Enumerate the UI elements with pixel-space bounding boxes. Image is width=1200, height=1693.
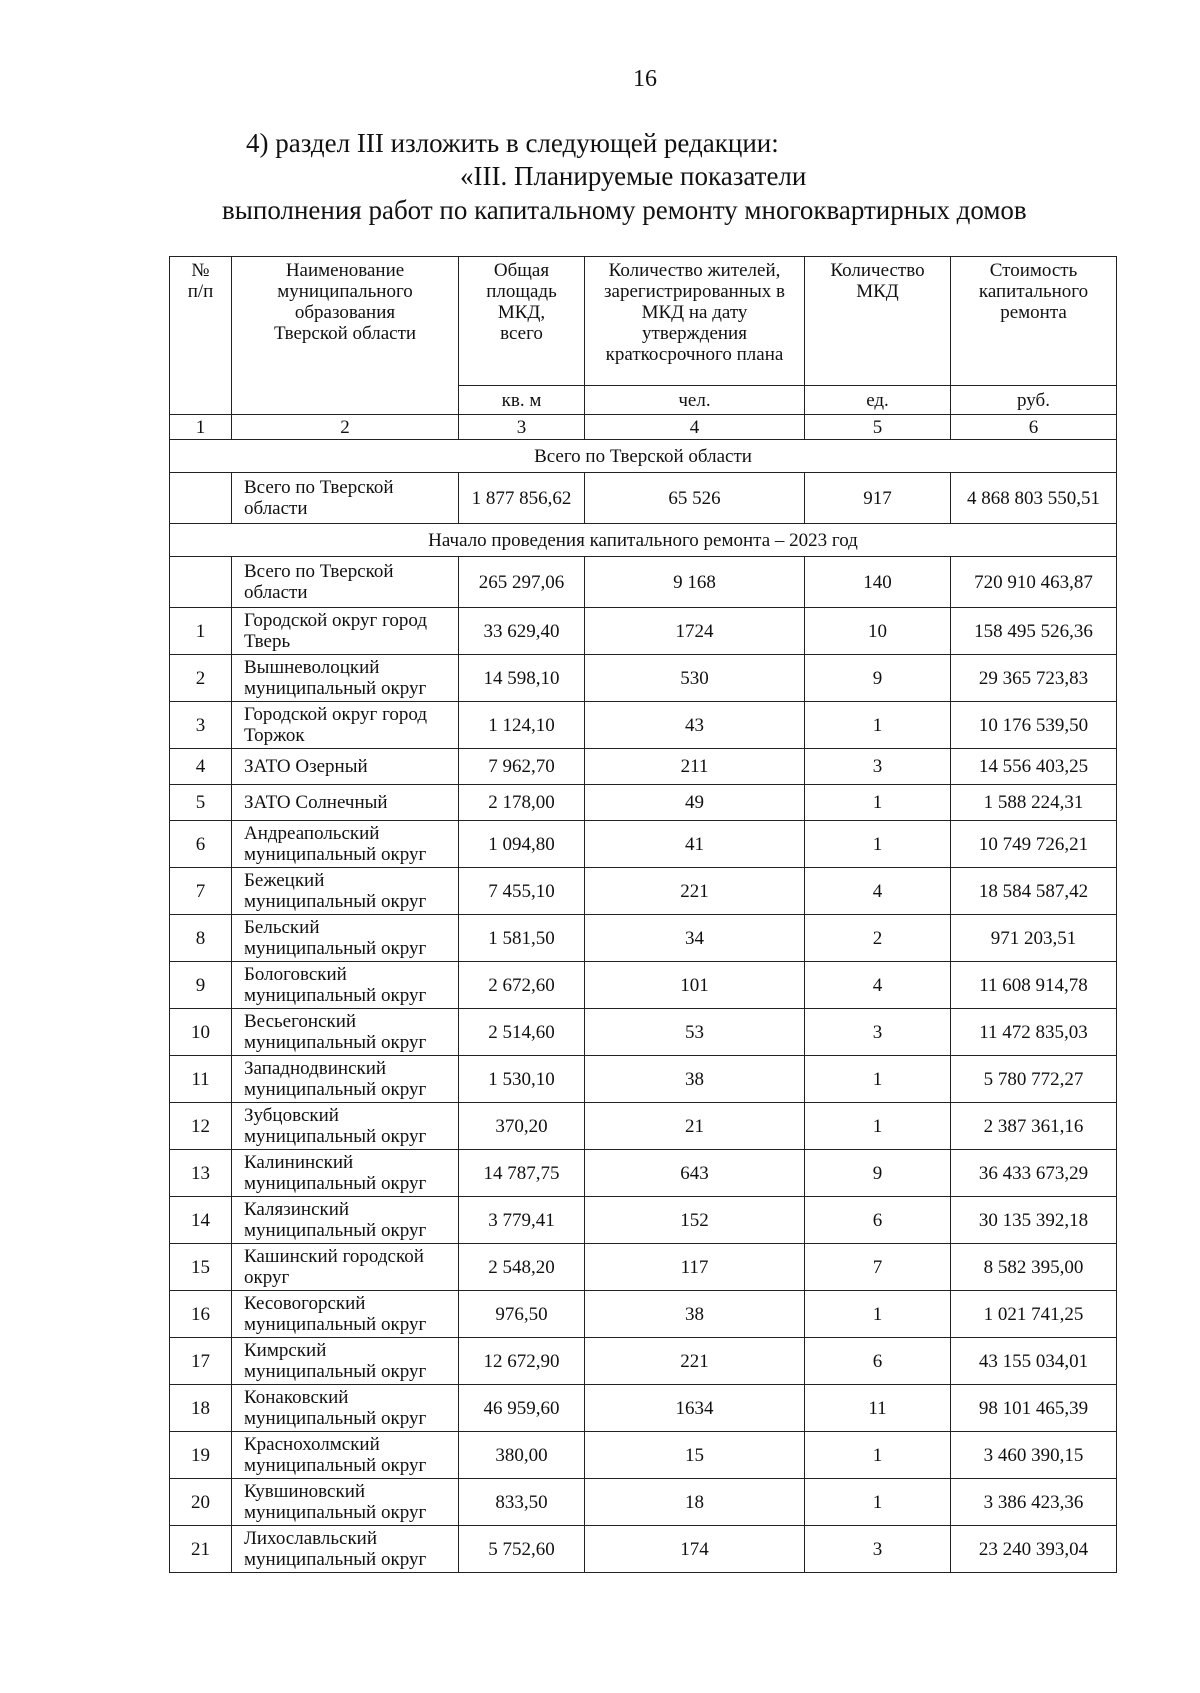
text-line: Городской округ город [244,704,428,725]
row-name [232,702,459,749]
row-count: 140 [805,557,951,608]
text-line: № [191,260,210,281]
row-area: 1 530,10 [459,1056,585,1103]
row-residents: 152 [585,1197,805,1244]
row-residents: 174 [585,1526,805,1573]
row-residents: 1634 [585,1385,805,1432]
row-cost: 98 101 465,39 [951,1385,1117,1432]
table-row [170,1150,1117,1197]
row-number: 17 [170,1338,232,1385]
text-line: Всего по Тверской [244,561,394,582]
capital-repair-table [169,256,1117,1573]
row-area: 370,20 [459,1103,585,1150]
text-line: Тверь [244,631,291,652]
row-cost: 1 588 224,31 [951,785,1117,821]
text-line: Общая [493,260,550,281]
text-line: муниципальный округ [244,1361,427,1382]
row-residents: 41 [585,821,805,868]
header-residents [585,257,805,386]
row-number [170,557,232,608]
text-line: площадь [486,281,557,302]
text-line: Стоимость [989,260,1078,281]
table-row [170,915,1117,962]
text-line: Бологовский [244,964,347,985]
row-area: 2 514,60 [459,1009,585,1056]
row-name [232,1197,459,1244]
text-line: капитального [978,281,1089,302]
row-cost: 23 240 393,04 [951,1526,1117,1573]
table-row [170,1103,1117,1150]
column-number: 3 [459,415,585,440]
row-number: 14 [170,1197,232,1244]
unit-cost: руб. [951,386,1117,415]
row-residents: 43 [585,702,805,749]
text-line: Тверской области [273,323,417,344]
row-cost: 11 472 835,03 [951,1009,1117,1056]
row-cost: 29 365 723,83 [951,655,1117,702]
row-number: 8 [170,915,232,962]
table-row [170,749,1117,785]
row-name [232,1432,459,1479]
row-count: 3 [805,749,951,785]
row-cost: 3 386 423,36 [951,1479,1117,1526]
column-number: 2 [232,415,459,440]
text-line: Количество жителей, [608,260,781,281]
unit-empty-no [170,386,232,415]
row-number: 4 [170,749,232,785]
row-count: 1 [805,785,951,821]
row-cost: 971 203,51 [951,915,1117,962]
row-name [232,868,459,915]
row-name [232,1385,459,1432]
text-line: муниципальный округ [244,1126,427,1147]
text-line: муниципальный округ [244,1032,427,1053]
row-cost: 11 608 914,78 [951,962,1117,1009]
row-number: 15 [170,1244,232,1291]
table-row [170,1432,1117,1479]
row-name [232,785,459,821]
text-line: муниципального [277,281,413,302]
row-count: 11 [805,1385,951,1432]
row-residents: 643 [585,1150,805,1197]
amendment-heading: 4) раздел III изложить в следующей редакции: [246,128,779,158]
table-row [170,785,1117,821]
row-count: 2 [805,915,951,962]
row-name [232,749,459,785]
row-number: 2 [170,655,232,702]
row-residents: 1724 [585,608,805,655]
text-line: муниципальный округ [244,1079,427,1100]
text-line: Кувшиновский [244,1481,366,1502]
text-line: Краснохолмский [244,1434,380,1455]
row-area: 380,00 [459,1432,585,1479]
row-residents: 65 526 [585,473,805,524]
row-count: 9 [805,655,951,702]
text-line: МКД на дату [641,302,748,323]
row-name [232,1056,459,1103]
units-row [170,386,1117,415]
row-area: 12 672,90 [459,1338,585,1385]
row-residents: 38 [585,1056,805,1103]
row-name [232,1338,459,1385]
text-line: Бельский [244,917,320,938]
row-number: 20 [170,1479,232,1526]
row-count: 6 [805,1338,951,1385]
row-area: 5 752,60 [459,1526,585,1573]
text-line: краткосрочного плана [605,344,784,365]
table-row [170,821,1117,868]
row-name [232,1150,459,1197]
grand-total-row [170,473,1117,524]
text-line: Бежецкий [244,870,325,891]
row-cost: 720 910 463,87 [951,557,1117,608]
row-count: 3 [805,1526,951,1573]
text-line: п/п [187,281,214,302]
text-line: Торжок [244,725,305,746]
section-title: «III. Планируемые показатели [460,161,807,191]
row-count: 1 [805,1291,951,1338]
column-number: 4 [585,415,805,440]
unit-area: кв. м [459,386,585,415]
row-area: 2 548,20 [459,1244,585,1291]
row-number: 7 [170,868,232,915]
row-area: 265 297,06 [459,557,585,608]
row-cost: 43 155 034,01 [951,1338,1117,1385]
row-name [232,655,459,702]
row-cost: 18 584 587,42 [951,868,1117,915]
table-row [170,962,1117,1009]
row-count: 4 [805,962,951,1009]
unit-empty-name [232,386,459,415]
header-no [170,257,232,386]
row-residents: 101 [585,962,805,1009]
header-building-count [805,257,951,386]
row-count: 1 [805,1479,951,1526]
table-row [170,1009,1117,1056]
table-row [170,1385,1117,1432]
text-line: области [244,582,308,603]
unit-count: ед. [805,386,951,415]
section-label: Начало проведения капитального ремонта – 2023 год [170,524,1117,557]
text-line: муниципальный округ [244,1549,427,1570]
row-number: 6 [170,821,232,868]
text-line: ЗАТО Озерный [244,756,368,777]
row-count: 1 [805,1432,951,1479]
row-count: 9 [805,1150,951,1197]
row-count: 1 [805,821,951,868]
row-area: 2 672,60 [459,962,585,1009]
row-number: 21 [170,1526,232,1573]
row-residents: 9 168 [585,557,805,608]
table-row [170,1244,1117,1291]
row-residents: 117 [585,1244,805,1291]
row-residents: 53 [585,1009,805,1056]
row-number: 19 [170,1432,232,1479]
row-area: 976,50 [459,1291,585,1338]
row-residents: 18 [585,1479,805,1526]
text-line: округ [244,1267,290,1288]
row-cost: 14 556 403,25 [951,749,1117,785]
text-line: муниципальный округ [244,1173,427,1194]
header-row [170,257,1117,386]
text-line: МКД, [497,302,546,323]
table-row [170,1526,1117,1573]
text-line: Количество [830,260,925,281]
row-name [232,962,459,1009]
row-count: 7 [805,1244,951,1291]
row-name [232,1526,459,1573]
text-line: ЗАТО Солнечный [244,792,388,813]
section-header-all [170,440,1117,473]
text-line: Кимрский [244,1340,327,1361]
unit-residents: чел. [585,386,805,415]
text-line: ремонта [1000,302,1067,323]
row-name [232,608,459,655]
section-header-2023 [170,524,1117,557]
text-line: Калининский [244,1152,354,1173]
section-label: Всего по Тверской области [170,440,1117,473]
text-line: Андреапольский [244,823,380,844]
text-line: всего [500,323,543,344]
row-cost: 3 460 390,15 [951,1432,1117,1479]
text-line: муниципальный округ [244,985,427,1006]
row-name [232,1479,459,1526]
table-row [170,1338,1117,1385]
row-cost: 5 780 772,27 [951,1056,1117,1103]
row-residents: 15 [585,1432,805,1479]
row-area: 3 779,41 [459,1197,585,1244]
row-cost: 1 021 741,25 [951,1291,1117,1338]
text-line: муниципальный округ [244,891,427,912]
row-count: 1 [805,1056,951,1103]
row-area: 2 178,00 [459,785,585,821]
row-cost: 2 387 361,16 [951,1103,1117,1150]
row-residents: 221 [585,868,805,915]
row-name [232,557,459,608]
row-area: 14 787,75 [459,1150,585,1197]
row-residents: 211 [585,749,805,785]
row-cost: 30 135 392,18 [951,1197,1117,1244]
row-residents: 21 [585,1103,805,1150]
row-area: 1 094,80 [459,821,585,868]
text-line: Конаковский [244,1387,349,1408]
row-number [170,473,232,524]
total-2023-row [170,557,1117,608]
row-area: 7 962,70 [459,749,585,785]
text-line: муниципальный округ [244,1502,427,1523]
text-line: Кашинский городской [244,1246,424,1267]
text-line: Лихославльский [244,1528,378,1549]
text-line: Вышневолоцкий [244,657,380,678]
row-cost: 158 495 526,36 [951,608,1117,655]
row-number: 11 [170,1056,232,1103]
row-cost: 4 868 803 550,51 [951,473,1117,524]
row-name [232,915,459,962]
text-line: Всего по Тверской [244,477,394,498]
row-cost: 10 176 539,50 [951,702,1117,749]
table-row [170,702,1117,749]
text-line: зарегистрированных в [604,281,785,302]
row-residents: 530 [585,655,805,702]
row-cost: 10 749 726,21 [951,821,1117,868]
row-count: 6 [805,1197,951,1244]
row-area: 1 581,50 [459,915,585,962]
text-line: Наименование [285,260,405,281]
header-area [459,257,585,386]
row-name [232,473,459,524]
page-number: 16 [633,66,657,92]
row-number: 10 [170,1009,232,1056]
header-municipality [232,257,459,386]
table-row [170,1056,1117,1103]
table-row [170,1197,1117,1244]
header-cost [951,257,1117,386]
row-residents: 38 [585,1291,805,1338]
text-line: образования [294,302,396,323]
row-cost: 8 582 395,00 [951,1244,1117,1291]
row-area: 33 629,40 [459,608,585,655]
row-name [232,1103,459,1150]
text-line: области [244,498,308,519]
text-line: Зубцовский [244,1105,339,1126]
text-line: Калязинский [244,1199,350,1220]
column-number: 5 [805,415,951,440]
table-row [170,868,1117,915]
text-line: муниципальный округ [244,844,427,865]
text-line: муниципальный округ [244,1220,427,1241]
row-number: 12 [170,1103,232,1150]
row-area: 1 877 856,62 [459,473,585,524]
row-cost: 36 433 673,29 [951,1150,1117,1197]
column-numbers-row [170,415,1117,440]
row-count: 917 [805,473,951,524]
row-number: 3 [170,702,232,749]
row-number: 5 [170,785,232,821]
text-line: муниципальный округ [244,1314,427,1335]
row-residents: 49 [585,785,805,821]
row-number: 9 [170,962,232,1009]
row-count: 4 [805,868,951,915]
row-area: 46 959,60 [459,1385,585,1432]
text-line: муниципальный округ [244,938,427,959]
text-line: муниципальный округ [244,1455,427,1476]
row-name [232,1244,459,1291]
row-number: 1 [170,608,232,655]
row-count: 1 [805,702,951,749]
row-count: 3 [805,1009,951,1056]
text-line: Западнодвинский [244,1058,387,1079]
row-number: 16 [170,1291,232,1338]
row-count: 10 [805,608,951,655]
column-number: 1 [170,415,232,440]
row-area: 833,50 [459,1479,585,1526]
table-row [170,655,1117,702]
text-line: утверждения [642,323,747,344]
row-name [232,821,459,868]
row-number: 18 [170,1385,232,1432]
text-line: Весьегонский [244,1011,357,1032]
text-line: МКД [856,281,899,302]
table-row [170,1291,1117,1338]
row-number: 13 [170,1150,232,1197]
text-line: муниципальный округ [244,1408,427,1429]
row-area: 7 455,10 [459,868,585,915]
row-name [232,1291,459,1338]
table-row [170,608,1117,655]
column-number: 6 [951,415,1117,440]
text-line: муниципальный округ [244,678,427,699]
text-line: Кесовогорский [244,1293,366,1314]
row-residents: 34 [585,915,805,962]
section-subtitle: выполнения работ по капитальному ремонту многоквартирных домов [222,195,1027,225]
row-residents: 221 [585,1338,805,1385]
table-row [170,1479,1117,1526]
row-name [232,1009,459,1056]
row-area: 14 598,10 [459,655,585,702]
row-area: 1 124,10 [459,702,585,749]
text-line: Городской округ город [244,610,428,631]
row-count: 1 [805,1103,951,1150]
